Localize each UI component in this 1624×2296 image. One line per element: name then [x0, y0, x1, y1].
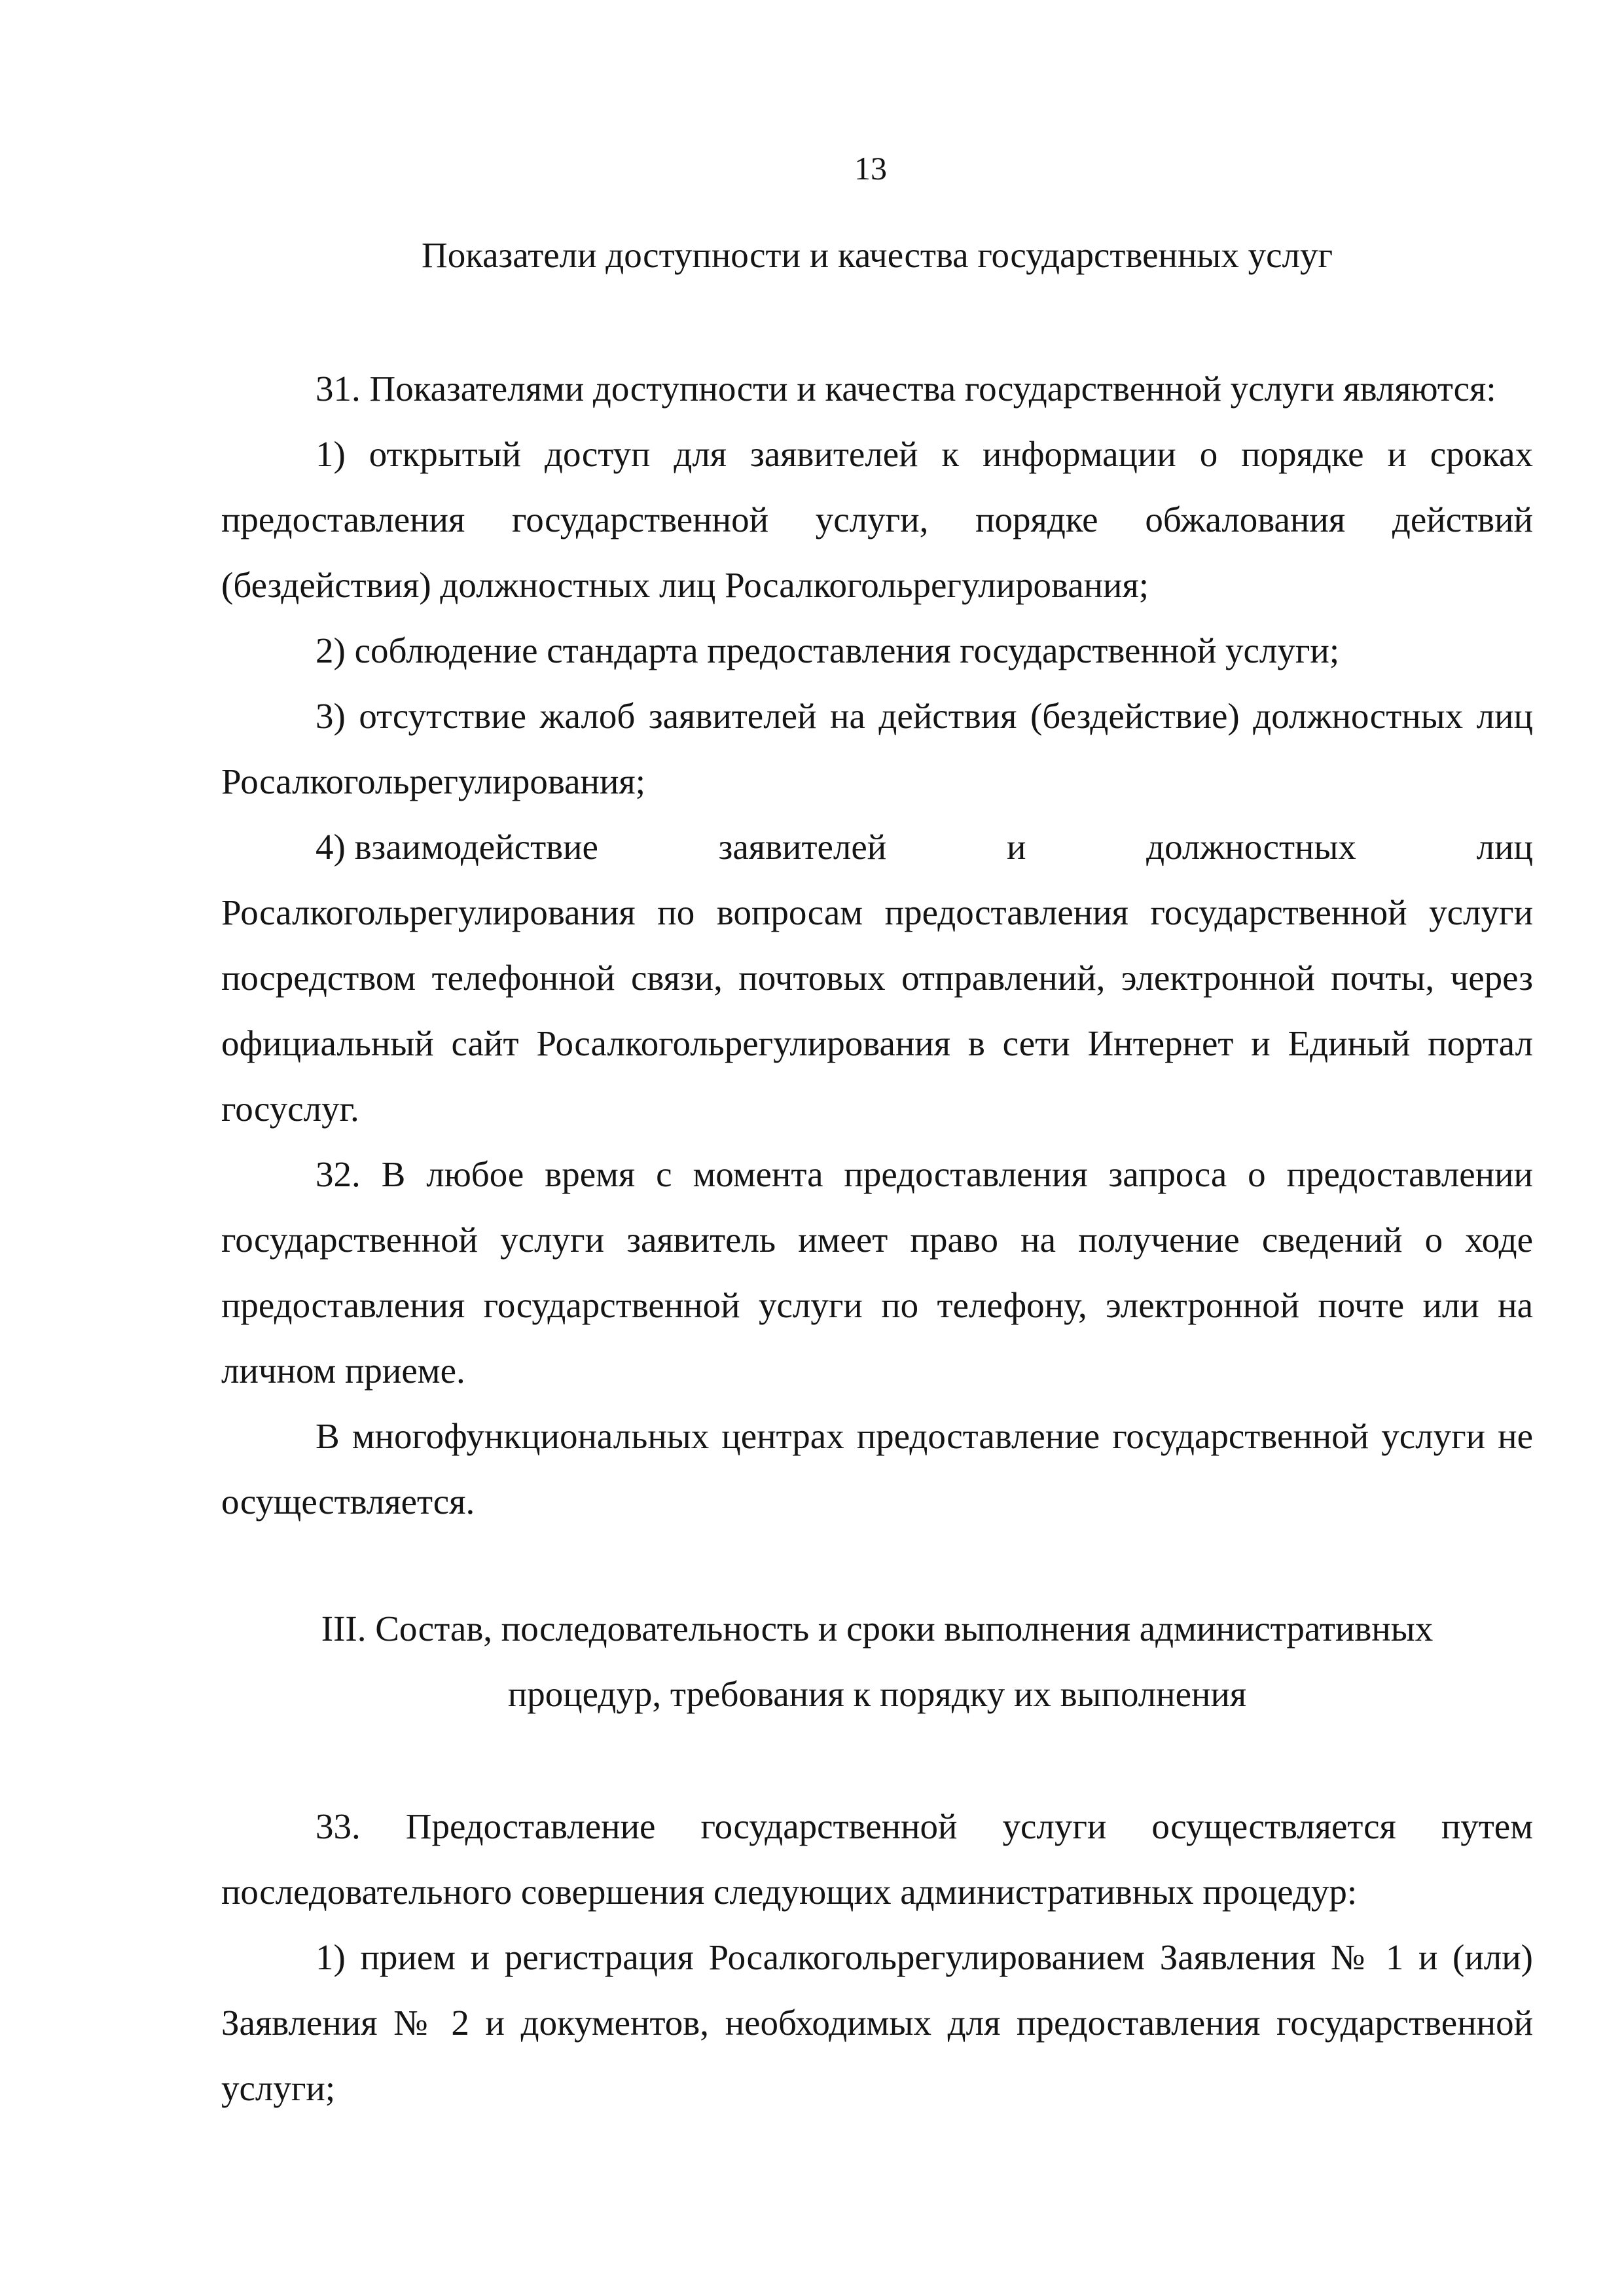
word: заявителей — [718, 827, 887, 867]
word: должностных — [1146, 827, 1356, 867]
paragraph-31: 31. Показателями доступности и качества государственной услуги являются: — [316, 369, 1496, 409]
paragraph-31-item-2: 2) соблюдение стандарта предоставления государственной услуги; — [316, 630, 1340, 670]
paragraph-31-item-4: Росалкогольрегулирования по вопросам предоставления государственной услуги посредством телефонной связи, почтовых отправлений, электронной почты, через официальный сайт Росалкогольрегулирования в сети Интернет и Единый портал госуслуг. — [221, 892, 1533, 1129]
section-heading: Показатели доступности и качества государственных услуг — [422, 235, 1333, 275]
document-body — [221, 223, 1533, 2121]
paragraph-31-item-3: 3) отсутствие жалоб заявителей на действия (бездействие) должностных лиц Росалкогольрегулирования; — [221, 696, 1533, 801]
paragraph-32: 32. В любое время с момента предоставления запроса о предоставлении государственной услуги заявитель имеет право на получение сведений о ходе предоставления государственной услуги по телефону, электронной почте или на личном приеме. — [221, 1154, 1533, 1391]
word: и — [1006, 827, 1026, 867]
paragraph-31-item-1: 1) открытый доступ для заявителей к информации о порядке и сроках предоставления государственной услуги, порядке обжалования действий (бездействия) должностных лиц Росалкогольрегулирования; — [221, 434, 1533, 605]
paragraph-33-item-1: 1) прием и регистрация Росалкогольрегулированием Заявления № 1 и (или) Заявления № 2 и документов, необходимых для предоставления государственной услуги; — [221, 1937, 1533, 2108]
paragraph-33: 33. Предоставление государственной услуги осуществляется путем последовательного совершения следующих административных процедур: — [221, 1806, 1533, 1912]
paragraph-32-mfc: В многофункциональных центрах предоставление государственной услуги не осуществляется. — [221, 1416, 1533, 1522]
paragraph-31-item-4-first-line — [221, 814, 1533, 880]
word: 4) взаимодействие — [316, 827, 598, 867]
chapter-heading-line-2: процедур, требования к порядку их выполнения — [507, 1674, 1247, 1714]
page-number: 13 — [854, 150, 887, 187]
word: лиц — [1476, 827, 1533, 867]
chapter-heading — [221, 1596, 1533, 1727]
chapter-heading-line-1: III. Состав, последовательность и сроки выполнения административных — [321, 1609, 1434, 1649]
